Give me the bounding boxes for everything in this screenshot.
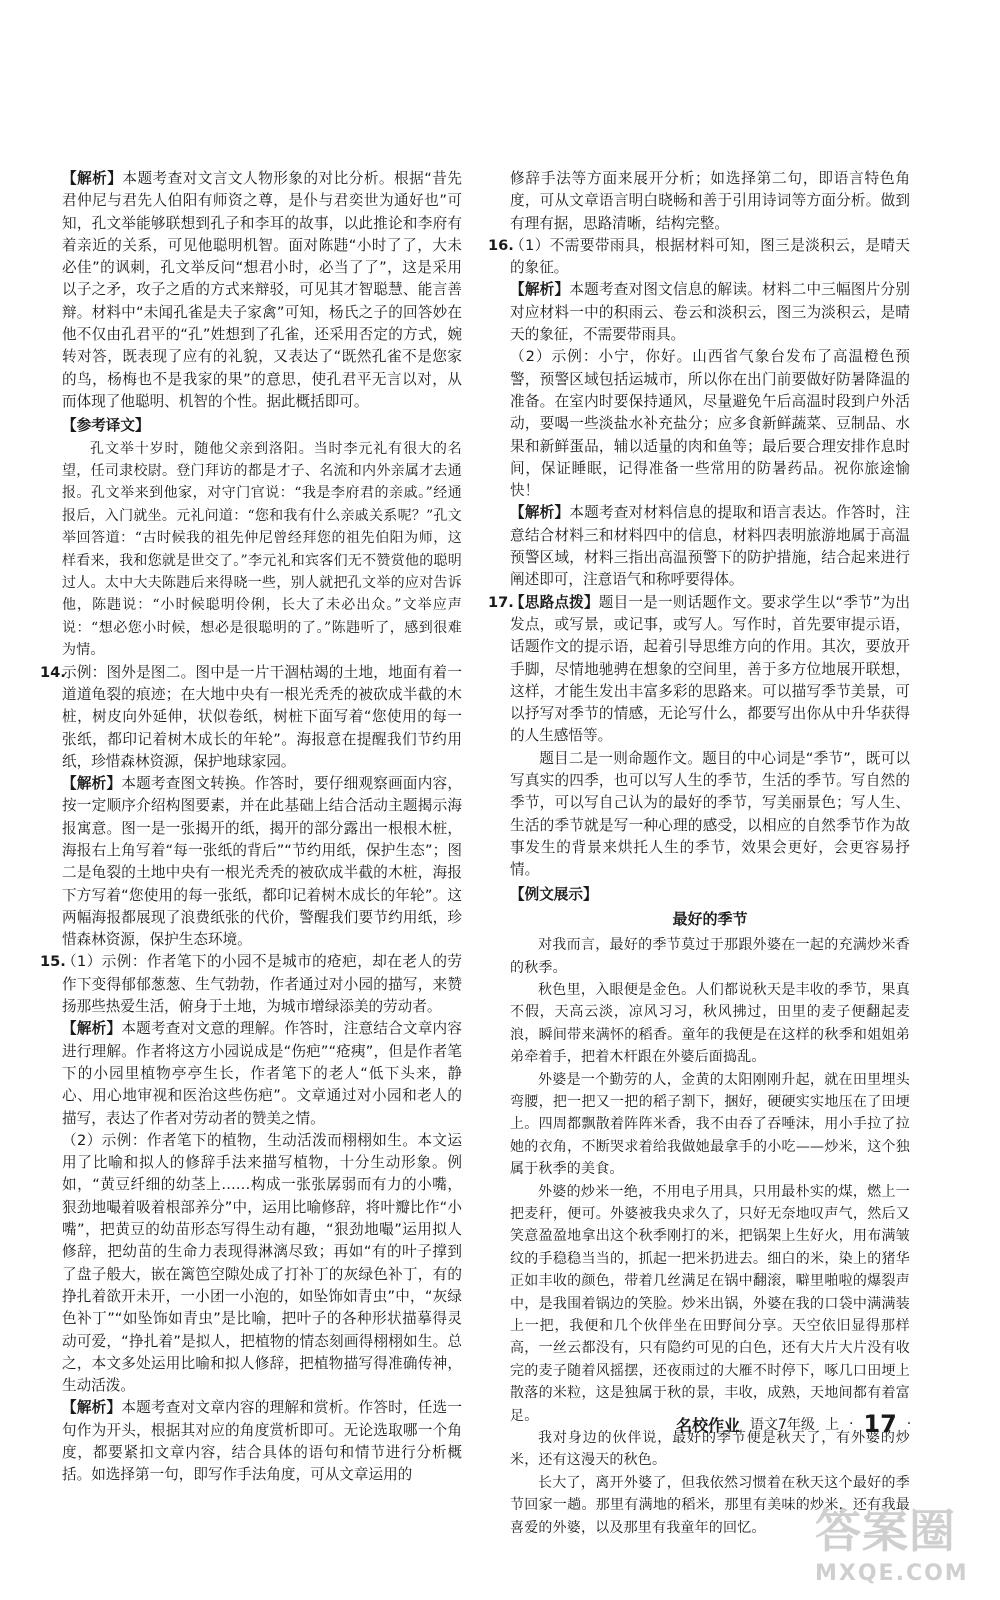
- footer-dot: ·: [906, 1416, 912, 1432]
- hint-17: 【 思路点拨 】 题目一是一则话题作文。要求学生以“季节”为出发点，或写景，或记事，或写人。写作时，首先要审提示语，话题作文的提示语，起着引导思维方向的作用。其次，要放开手脚，尽情地驰骋在想象的空间里，善于多方位地展开联想，这样，才能生发出丰富多彩的思路来。可以描写季节美景，可以抒写对季节的情感，无论写什么，都要写出你从中升华获得的人生感悟等。: [510, 592, 910, 748]
- question-number: 16.: [488, 236, 514, 254]
- answer-15-1: （1）示例：作者笔下的小园不是城市的疮疤，却在老人的劳作下变得郁郁葱葱、生气勃勃，作者通过对小园的描写，来赞扬那些热爱生活，俯身于土地，为城市增绿添美的劳动者。: [62, 953, 462, 1016]
- analysis-15-2: 【 解析 】 本题考查对文章内容的理解和赏析。作答时，任选一句作为开头，根据其对应的角度赏析即可。无论选取哪一个角度，都要紧扣文章内容，结合具体的语句和情节进行分析概括。如选择第一句，即写作手法角度，可从文章运用的: [62, 1397, 462, 1486]
- analysis-15-cont: 修辞手法等方面来展开分析；如选择第二句，即语言特色角度，可从文章语言明白晓畅和善于引用诗词等方面分析。做到有理有据，思路清晰，结构完整。: [510, 170, 910, 232]
- essay-paragraph: 对我而言，最好的季节莫过于那跟外婆在一起的充满炒米香的秋季。: [510, 937, 910, 976]
- essay-paragraph: 秋色里，入眼便是金色。人们都说秋天是丰收的季节，果真不假，天高云淡，凉风习习，秋风拂过，田里的麦子便翻起麦浪，瞬间带来满怀的稻香。童年的我便是在这样的秋季和姐姐弟弟牵着手，把着木杆跟在外婆后面捣乱。: [510, 981, 910, 1066]
- left-column: [40, 168, 462, 1487]
- question-number: 17.: [488, 593, 514, 611]
- translation-heading: 【 参考译文 】: [62, 415, 462, 437]
- essay-title: 最好的季节: [672, 909, 748, 928]
- answer-16-1: （1）不需要带雨具，根据材料可知，图三是淡积云，是晴天的象征。: [510, 236, 910, 277]
- answer-16-2: （2）示例：小宁，你好。山西省气象台发布了高温橙色预警，预警区域包括运城市，所以你在出门前要做好防暑降温的准备。在室内时要保持通风，尽量避免午后高温时段到户外活动，要喝一些淡盐水补充盐分；应多食新鲜蔬菜、豆制品、水果和新鲜蛋品，辅以适量的肉和鱼等；最后要合理安排作息时间，保证睡眠，记得准备一些常用的防暑药品。祝你旅途愉快！: [510, 348, 910, 500]
- question-17: [488, 592, 910, 1539]
- page-footer: [676, 1410, 911, 1438]
- watermark-cn: 答案圈: [815, 1504, 956, 1558]
- analysis-13: [62, 168, 462, 413]
- analysis-16-2: 【 解析 】 本题考查对材料信息的提取和语言表达。作答时，注意结合材料三和材料四中的信息，材料四表明旅游地属于高温预警区域，材料三指出高温预警下的防护措施，结合起来进行阐述即可，注意语气和称呼要得体。: [510, 502, 910, 591]
- watermark-logo: [815, 1495, 985, 1595]
- answer-14: 示例：图外是图二。图中是一片干涸枯竭的土地，地面有着一道道龟裂的痕迹；在大地中央有一根光秃秃的被砍成半截的木桩，树皮向外延伸，状似卷纸，树桩下面写着“您使用的每一张纸，都印记着树木成长的年轮”。海报意在提醒我们节约用纸，珍惜森林资源，保护地球家园。: [62, 663, 462, 770]
- footer-term: 上: [824, 1417, 839, 1433]
- question-number: 15.: [40, 953, 66, 971]
- translation-text: 孔文举十岁时，随他父亲到洛阳。当时李元礼有很大的名望，任司隶校尉。登门拜访的都是才子、名流和内外亲属才去通报。孔文举来到他家，对守门官说：“我是李府君的亲戚。”经通报后，入门就坐。元礼问道：“您和我有什么亲戚关系呢？”孔文举回答道：“古时候我的祖先仲尼曾经拜您的祖先伯阳为师，这样看来，我和您就是世交了。”李元礼和宾客们无不赞赏他的聪明过人。太中大夫陈韪后来得晓一些，别人就把孔文举的应对告诉他，陈韪说：“小时候聪明伶俐，长大了未必出众。”文举应声说：“想必您小时候，想必是很聪明的了。”陈韪听了，感到很难为情。: [62, 440, 462, 659]
- question-15: [40, 951, 462, 1486]
- analysis-tag: 【 解析 】: [62, 170, 122, 187]
- question-16: [488, 235, 910, 592]
- footer-brand: 名校作业: [676, 1415, 741, 1435]
- watermark-en: MXQE.COM: [815, 1561, 969, 1586]
- analysis-text: 本题考查对文言文人物形象的对比分析。根据“昔先君仲尼与君先人伯阳有师资之尊，是仆与君奕世为通好也”可知，孔文举能够联想到孔子和李耳的故事，以此推论和李府有着亲近的关系，可见他聪明机智。面对陈韪“小时了了，大未必佳”的讽刺，孔文举反问“想君小时，必当了了”，这是采用以子之矛，攻子之盾的方式来辩驳，可见其才智聪慧、能言善辩。材料中“未闻孔雀是夫子家禽”可知，杨氏之子的回答妙在他不仅由孔君平的“孔”姓想到了孔雀，还采用否定的方式，婉转对答，既表现了应有的礼貌，又表达了“既然孔雀不是您家的鸟，杨梅也不是我家的果”的意思，使孔君平无言以对，从而体现了他聪明、机智的个性。据此概括即可。: [62, 170, 462, 410]
- analysis-14: 【 解析 】 本题考查图文转换。作答时，要仔细观察画面内容，按一定顺序介绍构图要素，并在此基础上结合活动主题揭示海报寓意。图一是一张揭开的纸，揭开的部分露出一根根木桩，海报右上角写着“每一张纸的背后”“节约用纸，保护生态”；图二是龟裂的土地中央有一根光秃秃的被砍成半截的木桩，海报下方写着“您使用的每一张纸，都印记着树木成长的年轮”。这两幅海报都展现了浪费纸张的代价，警醒我们要节约用纸，珍惜森林资源，保护生态环境。: [62, 773, 462, 951]
- essay-paragraph: 外婆的炒米一绝，不用电子用具，只用最朴实的煤，燃上一把麦秆，便可。外婆被我央求久了，只好无奈地叹声气，然后又笑意盈盈地拿出这个秋季刚打的米，把锅架上生好火，用布满皱纹的手稳稳当当的，抓起一把米扔进去。细白的米，染上的猪华正如丰收的颜色，带着几丝满足在锅中翻滚，噼里啪啦的爆裂声中，是我围着锅边的笑脸。炒米出锅，外婆在我的口袋中满满装上一把，我便和几个伙伴坐在田野间分享。天空依旧显得那样高，一丝云都没有，只有隐约可见的白色，还有大片大片没有收完的麦子随着风摇摆，还夜雨过的大雁不时停下，啄几口田埂上散落的米粒，这是独属于秋的景，丰收，成熟，天地间都有着富足。: [510, 1183, 910, 1424]
- page-number: 17: [863, 1410, 897, 1438]
- analysis-16-1: 【 解析 】 本题考查对图文信息的解读。材料二中三幅图片分别对应材料一中的积雨云、卷云和淡积云，图三为淡积云，是晴天的象征，不需要带雨具。: [510, 279, 910, 346]
- question-number: 14.: [40, 663, 66, 681]
- footer-subject: 语文7年级: [750, 1417, 815, 1433]
- footer-dot: ·: [848, 1416, 854, 1432]
- analysis-15-1: 【 解析 】 本题考查对文意的理解。作答时，注意结合文章内容进行理解。作者将这方小园说成是“伤疤”“疮痍”，但是作者笔下的小园里植物亭亭生长，作者笔下的老人“低下头来，静心、用心地审视和医治这些伤疤”。文章通过对小园和老人的描写，表达了作者对劳动者的赞美之情。: [62, 1018, 462, 1129]
- example-heading: 【 例文展示 】: [510, 884, 910, 906]
- essay-paragraph: 长大了，离开外婆了，但我依然习惯着在秋天这个最好的季节回家一趟。那里有满地的稻米，那里有美味的炒米，还有我最喜爱的外婆，以及那里有我童年的回忆。: [510, 1474, 910, 1536]
- essay-paragraph: 我对身边的伙伴说，最好的季节便是秋天了，有外婆的炒米，还有这漫天的秋色。: [510, 1430, 910, 1469]
- question-14: [40, 662, 462, 952]
- essay-paragraph: 外婆是一个勤劳的人，金黄的太阳刚刚升起，就在田里埋头弯腰，把一把又一把的稻子割下，捆好，硬硬实实地压在了田埂上。四周都飘散着阵阵米香，我不由吞了吞唾沫，用小手拉了拉她的衣角，不断哭求着给我做她最拿手的小吃——炒米，这个独属于秋季的美食。: [510, 1071, 910, 1178]
- right-column: [488, 168, 910, 1539]
- answer-15-2: （2）示例：作者笔下的植物，生动活泼而栩栩如生。本文运用了比喻和拟人的修辞手法来描写植物，十分生动形象。例如，“黄豆纤细的幼茎上……构成一张张孱弱而有力的小嘴，狠劲地嘬着吸着根部养分”中，运用比喻修辞，将叶瓣比作“小嘴”，把黄豆的幼苗形态写得生动有趣，“狠劲地嘬”运用拟人修辞，把幼苗的生命力表现得淋漓尽致；再如“有的叶子撑到了盘子般大，嵌在篱笆空隙处成了打补丁的灰绿色补丁，有的挣扎着欲开未开，一小团一小泡的，如坠饰如青虫”中，“灰绿色补丁”“如坠饰如青虫”是比喻，把叶子的各种形状描摹得灵动可爱，“挣扎着”是拟人，把植物的情态刻画得栩栩如生。总之，本文多处运用比喻和拟人修辞，把植物描写得准确传神，生动活泼。: [62, 1131, 462, 1395]
- hint-17-2: 题目二是一则命题作文。题目的中心词是“季节”，既可以写真实的四季，也可以写人生的季节，生活的季节。写自然的季节，可以写自己认为的最好的季节，写美丽景色；写人生、生活的季节就是写一种心理的感受，以相应的自然季节作为故事发生的背景来烘托人生的季节，效果会更好，会更容易抒情。: [510, 749, 910, 879]
